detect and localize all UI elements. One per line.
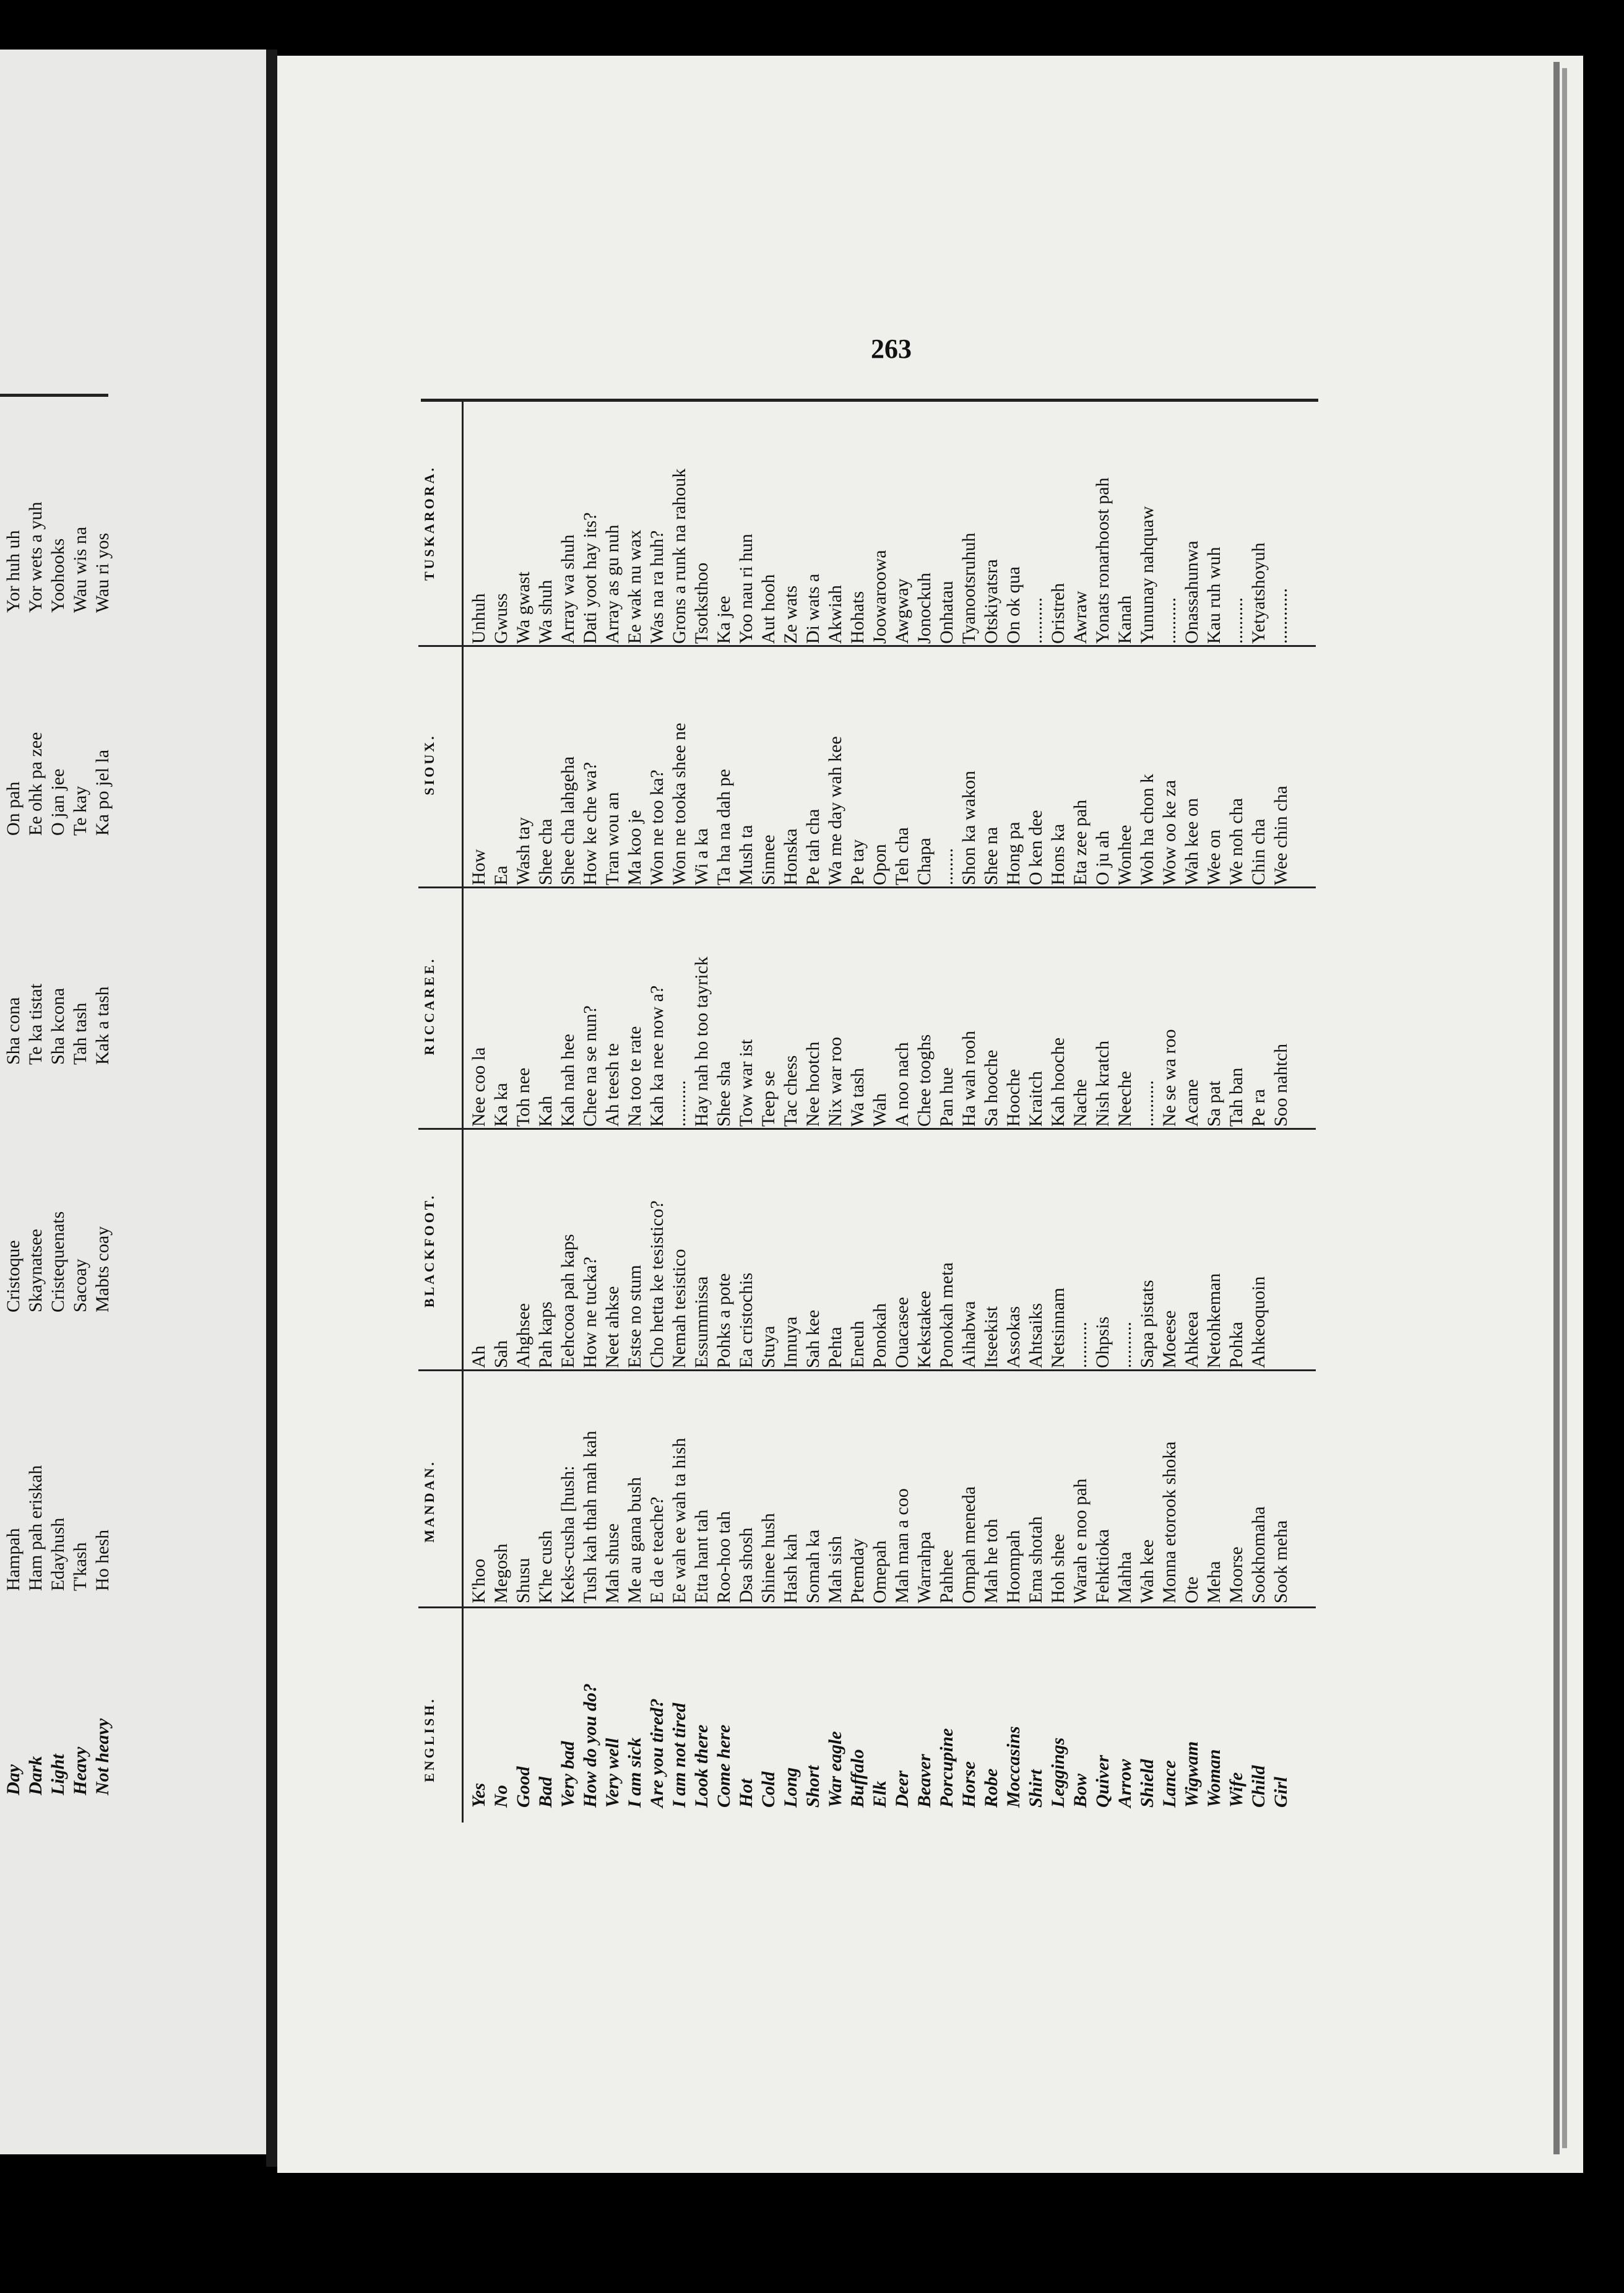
table-cell: Very well bbox=[602, 1738, 623, 1808]
table-cell: War eagle bbox=[825, 1731, 845, 1808]
table-cell: Aut hooh bbox=[758, 574, 779, 644]
table-cell: Wah kee bbox=[1137, 1539, 1157, 1603]
table-cell: Neet ahkse bbox=[602, 1286, 623, 1368]
table-cell: Hong pa bbox=[1003, 821, 1024, 885]
table-cell: .......... bbox=[1226, 597, 1246, 644]
left-top-rule bbox=[0, 394, 108, 397]
table-cell: Onassahunwa bbox=[1181, 540, 1202, 644]
table-cell: Eehcooa pah kaps bbox=[558, 1234, 578, 1368]
table-cell: Ohpsis bbox=[1092, 1316, 1113, 1368]
table-cell: Buffalo bbox=[847, 1749, 868, 1808]
table-cell: Innuya bbox=[780, 1316, 801, 1368]
table-cell: Edayhush bbox=[48, 1517, 68, 1591]
header-blackfoot: BLACKFOOT. bbox=[421, 1193, 437, 1308]
col-header-mandan bbox=[418, 1399, 441, 1603]
table-cell: Shield bbox=[1137, 1759, 1157, 1808]
table-cell: I am not tired bbox=[669, 1702, 689, 1808]
table-cell: Leggings bbox=[1048, 1737, 1068, 1808]
table-cell: Very bad bbox=[558, 1741, 578, 1808]
table-cell: A noo nach bbox=[892, 1042, 912, 1127]
table-cell: Itseekist bbox=[981, 1306, 1001, 1368]
mandan-column bbox=[468, 1374, 1292, 1603]
tuskarora-column bbox=[468, 402, 1292, 644]
table-cell: .......... bbox=[1115, 1322, 1135, 1368]
col-header-tuskarora bbox=[418, 402, 441, 644]
table-cell: Pah kaps bbox=[535, 1301, 556, 1368]
table-cell: Nish kratch bbox=[1092, 1040, 1113, 1127]
table-cell: Ham pah eriskah bbox=[25, 1465, 46, 1591]
header-sioux: SIOUX. bbox=[421, 734, 437, 795]
page-number: 263 bbox=[871, 334, 912, 364]
table-cell: Ea cristochis bbox=[736, 1272, 756, 1368]
table-cell: We noh cha bbox=[1226, 798, 1246, 885]
table-cell: Hooche bbox=[1003, 1068, 1024, 1127]
table-cell: Somah ka bbox=[803, 1529, 823, 1603]
table-cell: Etta hant tah bbox=[691, 1509, 712, 1603]
col-header-english bbox=[418, 1671, 441, 1808]
table-cell: Yetyatshoyuh bbox=[1248, 542, 1269, 644]
table-cell: Good bbox=[513, 1766, 533, 1808]
table-cell: Tah tash bbox=[70, 1002, 90, 1065]
table-cell: Day bbox=[3, 1764, 24, 1795]
table-cell: Warrahpa bbox=[914, 1532, 935, 1603]
table-cell: Sah bbox=[491, 1340, 511, 1368]
table-cell: Look there bbox=[691, 1724, 712, 1808]
table-cell: Sookhomaha bbox=[1248, 1506, 1269, 1603]
table-cell: Jonockuh bbox=[914, 573, 935, 644]
table-cell: Tyanootsruhuh bbox=[959, 532, 979, 644]
table-cell: Toh nee bbox=[513, 1067, 533, 1127]
table-cell: Short bbox=[803, 1765, 823, 1808]
table-cell: Kah ka nee now a? bbox=[647, 985, 667, 1127]
table-cell: Hohats bbox=[847, 591, 868, 644]
table-cell: Mah man a coo bbox=[892, 1488, 912, 1603]
table-cell: Ha wah rooh bbox=[959, 1031, 979, 1127]
table-cell: .......... bbox=[1026, 597, 1046, 644]
header-english: ENGLISH. bbox=[421, 1697, 437, 1782]
table-cell: Unhuh bbox=[469, 593, 489, 644]
table-cell: Wah kee on bbox=[1181, 798, 1202, 885]
table-cell: Lance bbox=[1159, 1760, 1180, 1808]
table-cell: Te ka tistat bbox=[25, 983, 46, 1065]
book-gutter bbox=[266, 50, 277, 2167]
table-cell: Mah shuse bbox=[602, 1523, 623, 1603]
table-cell: K'he cush bbox=[535, 1530, 556, 1603]
table-cell: ............ bbox=[1271, 588, 1291, 644]
table-cell: Ee ohk pa zee bbox=[25, 732, 46, 836]
column-rule bbox=[418, 1606, 1316, 1608]
left-riccaree-column bbox=[2, 848, 114, 1065]
table-cell: Yor wets a yuh bbox=[25, 501, 46, 613]
table-cell: How ne tucka? bbox=[580, 1257, 600, 1368]
table-cell: Ka jee bbox=[714, 596, 734, 644]
col-header-sioux bbox=[418, 644, 441, 885]
table-cell: Kanah bbox=[1115, 595, 1135, 644]
table-cell: Cold bbox=[758, 1771, 779, 1808]
table-cell: Kekstakee bbox=[914, 1291, 935, 1368]
table-cell: Moorse bbox=[1226, 1546, 1246, 1603]
table-cell: Netohkeman bbox=[1204, 1273, 1224, 1368]
table-cell: Soo nahtch bbox=[1271, 1043, 1291, 1127]
table-cell: Was na ra huh? bbox=[647, 530, 667, 644]
table-cell: Shusu bbox=[513, 1558, 533, 1603]
table-cell: Wash tay bbox=[513, 817, 533, 885]
table-cell: Mah he toh bbox=[981, 1519, 1001, 1603]
table-cell: On pah bbox=[3, 781, 24, 836]
table-cell: Awgway bbox=[892, 578, 912, 644]
header-mandan: MANDAN. bbox=[421, 1460, 437, 1543]
table-cell: Monna etorook shoka bbox=[1159, 1441, 1180, 1603]
table-cell: E da e teache? bbox=[647, 1496, 667, 1603]
table-cell: Dark bbox=[25, 1756, 46, 1795]
table-cell: Moeese bbox=[1159, 1310, 1180, 1368]
table-cell: Nee coo la bbox=[469, 1047, 489, 1127]
table-cell: Not heavy bbox=[92, 1718, 113, 1795]
page-edge bbox=[1562, 68, 1567, 2148]
table-cell: Nache bbox=[1070, 1079, 1091, 1127]
table-cell: Tran wou an bbox=[602, 792, 623, 885]
header-tuskarora: TUSKARORA. bbox=[421, 465, 437, 581]
table-cell: Hampah bbox=[3, 1528, 24, 1591]
table-cell: Shee cha bbox=[535, 818, 556, 885]
table-cell: O jan jee bbox=[48, 768, 68, 836]
column-rule bbox=[418, 886, 1316, 888]
table-cell: Sapa pistats bbox=[1137, 1280, 1157, 1368]
table-cell: Won ne too ka? bbox=[647, 769, 667, 885]
table-cell: Tow war ist bbox=[736, 1039, 756, 1127]
table-cell: Sha cona bbox=[3, 997, 24, 1065]
table-cell: Yes bbox=[469, 1783, 489, 1808]
table-cell: Yununay nahquaw bbox=[1137, 506, 1157, 644]
table-cell: Ompah meneda bbox=[959, 1486, 979, 1603]
table-cell: Ah bbox=[469, 1345, 489, 1368]
table-cell: Hoompah bbox=[1003, 1530, 1024, 1603]
table-cell: Sah kee bbox=[803, 1309, 823, 1368]
table-cell: Netsinnam bbox=[1048, 1288, 1068, 1368]
table-cell: Roo-hoo tah bbox=[714, 1511, 734, 1603]
table-cell: Meha bbox=[1204, 1561, 1224, 1603]
table-cell: Opon bbox=[870, 844, 890, 885]
table-cell: Awraw bbox=[1070, 591, 1091, 644]
table-cell: Honska bbox=[780, 828, 801, 885]
table-cell: Gwuss bbox=[491, 593, 511, 644]
table-cell: Wow oo ke za bbox=[1159, 779, 1180, 885]
table-cell: Wigwam bbox=[1181, 1741, 1202, 1808]
table-cell: Won ne tooka shee ne bbox=[669, 722, 689, 885]
table-cell: K'hoo bbox=[469, 1558, 489, 1603]
table-cell: .......... bbox=[1137, 1080, 1157, 1127]
table-cell: Yonats ronarhoost pah bbox=[1092, 477, 1113, 644]
table-cell: T'kash bbox=[70, 1542, 90, 1591]
table-cell: Ee wak nu wax bbox=[624, 529, 645, 644]
column-rule bbox=[418, 645, 1316, 647]
col-header-blackfoot bbox=[418, 1133, 441, 1368]
table-cell: Are you tired? bbox=[647, 1698, 667, 1808]
table-cell: Array as gu nuh bbox=[602, 524, 623, 644]
table-cell: Kah bbox=[535, 1096, 556, 1127]
table-cell: Come here bbox=[714, 1724, 734, 1808]
table-cell: Beaver bbox=[914, 1754, 935, 1808]
table-cell: Shinee hush bbox=[758, 1513, 779, 1603]
table-cell: Girl bbox=[1271, 1776, 1291, 1808]
table-top-rule bbox=[421, 399, 1318, 402]
table-cell: Teep se bbox=[758, 1070, 779, 1127]
table-cell: Ee wah ee wah ta hish bbox=[669, 1437, 689, 1603]
table-cell: Sinnee bbox=[758, 834, 779, 885]
table-cell: Ponokah bbox=[870, 1303, 890, 1368]
table-cell: I am sick bbox=[624, 1737, 645, 1808]
table-cell: Quiver bbox=[1092, 1755, 1113, 1808]
table-cell: Nee hootch bbox=[803, 1041, 823, 1127]
table-cell: Na too te rate bbox=[624, 1026, 645, 1127]
table-cell: Aihabwa bbox=[959, 1301, 979, 1368]
table-cell: Wife bbox=[1226, 1772, 1246, 1808]
table-cell: Tah ban bbox=[1226, 1067, 1246, 1127]
table-cell: Fehktioka bbox=[1092, 1529, 1113, 1603]
table-cell: Ote bbox=[1181, 1576, 1202, 1603]
table-cell: Shee sha bbox=[714, 1061, 734, 1127]
table-cell: Pan hue bbox=[936, 1067, 957, 1127]
table-cell: Arrow bbox=[1115, 1759, 1135, 1808]
table-cell: Woh ha chon k bbox=[1137, 773, 1157, 885]
table-cell: Otskiyatsra bbox=[981, 559, 1001, 644]
table-cell: Akwiah bbox=[825, 585, 845, 644]
table-cell: Ouacasee bbox=[892, 1297, 912, 1368]
table-cell: Ma koo je bbox=[624, 810, 645, 885]
table-cell: Di wats a bbox=[803, 573, 823, 644]
table-cell: Wee chin cha bbox=[1271, 786, 1291, 885]
table-cell: Omepah bbox=[870, 1540, 890, 1603]
table-cell: Ta ha na dah pe bbox=[714, 769, 734, 885]
table-cell: Warah e noo pah bbox=[1070, 1478, 1091, 1603]
table-cell: Ne se wa roo bbox=[1159, 1029, 1180, 1127]
table-cell: Pohks a pote bbox=[714, 1273, 734, 1368]
column-rule bbox=[418, 1128, 1316, 1130]
table-cell: Megosh bbox=[491, 1543, 511, 1603]
table-cell: Neeche bbox=[1115, 1071, 1135, 1127]
table-cell: Shirt bbox=[1026, 1769, 1046, 1808]
table-cell: Estse no stum bbox=[624, 1265, 645, 1368]
table-cell: Light bbox=[48, 1754, 68, 1795]
table-cell: On ok qua bbox=[1003, 566, 1024, 644]
table-cell: Child bbox=[1248, 1765, 1269, 1808]
table-cell: Tsotksthoo bbox=[691, 562, 712, 644]
table-cell: Chin cha bbox=[1248, 818, 1269, 885]
table-cell: No bbox=[491, 1785, 511, 1808]
table-cell: Chee tooghs bbox=[914, 1034, 935, 1127]
table-cell: Hons ka bbox=[1048, 823, 1068, 885]
table-cell: Dati yoot hay its? bbox=[580, 512, 600, 644]
table-cell: Sa hooche bbox=[981, 1049, 1001, 1127]
table-cell: Kah nah hee bbox=[558, 1034, 578, 1127]
table-cell: Pe ra bbox=[1248, 1089, 1269, 1127]
table-cell: Skaynatsee bbox=[25, 1229, 46, 1312]
table-cell: Elk bbox=[870, 1780, 890, 1808]
table-cell: ........ bbox=[936, 848, 957, 885]
riccaree-column bbox=[468, 891, 1292, 1127]
table-cell: Wah bbox=[870, 1093, 890, 1127]
table-cell: Dsa shosh bbox=[736, 1527, 756, 1603]
table-cell: Wa me day wah kee bbox=[825, 736, 845, 885]
table-cell: Chapa bbox=[914, 838, 935, 885]
table-cell: Nemah tesistico bbox=[669, 1249, 689, 1368]
table-cell: Wee on bbox=[1204, 829, 1224, 885]
table-cell: Hash kah bbox=[780, 1533, 801, 1603]
left-blackfoot-column bbox=[2, 1077, 114, 1312]
table-cell: Te kay bbox=[70, 786, 90, 836]
table-cell: Long bbox=[780, 1767, 801, 1808]
table-cell: Yoohooks bbox=[48, 538, 68, 613]
col-header-riccaree bbox=[418, 885, 441, 1127]
table-cell: Kraitch bbox=[1026, 1071, 1046, 1127]
table-cell: Acane bbox=[1181, 1079, 1202, 1127]
table-cell: .......... bbox=[669, 1080, 689, 1127]
table-cell: Pahhee bbox=[936, 1550, 957, 1603]
table-cell: Ahghsee bbox=[513, 1303, 533, 1368]
table-cell: Onhatau bbox=[936, 581, 957, 644]
table-cell: Mabts coay bbox=[92, 1226, 113, 1312]
table-cell: Kah hooche bbox=[1048, 1037, 1068, 1127]
left-sioux-column bbox=[2, 631, 114, 836]
table-cell: Chee na se nun? bbox=[580, 1005, 600, 1127]
table-cell: .......... bbox=[1070, 1322, 1091, 1368]
table-cell: Sa pat bbox=[1204, 1080, 1224, 1127]
table-cell: Sha kcona bbox=[48, 987, 68, 1065]
table-cell: Eneuh bbox=[847, 1320, 868, 1368]
table-cell: Tac chess bbox=[780, 1055, 801, 1127]
table-cell: Yoo nau ri hun bbox=[736, 534, 756, 644]
table-cell: Essummissa bbox=[691, 1276, 712, 1368]
table-cell: How ke che wa? bbox=[580, 761, 600, 885]
table-cell: How bbox=[469, 849, 489, 885]
table-cell: Wi a ka bbox=[691, 828, 712, 885]
table-header-rule bbox=[462, 399, 464, 1823]
table-cell: Yor huh uh bbox=[3, 530, 24, 613]
table-cell: Bad bbox=[535, 1776, 556, 1808]
table-cell: Heavy bbox=[70, 1746, 90, 1795]
table-cell: Wa tash bbox=[847, 1067, 868, 1127]
table-cell: Deer bbox=[892, 1771, 912, 1808]
table-cell: Kak a tash bbox=[92, 986, 113, 1065]
blackfoot-column bbox=[468, 1133, 1270, 1368]
table-cell: Ponokah meta bbox=[936, 1262, 957, 1368]
table-cell: Ema shotah bbox=[1026, 1516, 1046, 1603]
table-cell: Ahkeoquoin bbox=[1248, 1276, 1269, 1368]
table-cell: Shee cha lahgeha bbox=[558, 756, 578, 885]
table-cell: Wau wis na bbox=[70, 526, 90, 613]
left-tuskarora-column bbox=[2, 402, 114, 613]
table-cell: Keks-cusha [hush: bbox=[558, 1465, 578, 1603]
table-cell: Sook meha bbox=[1271, 1520, 1291, 1603]
english-column bbox=[468, 1647, 1292, 1808]
table-cell: Shee na bbox=[981, 826, 1001, 885]
table-cell: Wau ri yos bbox=[92, 532, 113, 613]
table-cell: Array wa shuh bbox=[558, 534, 578, 644]
table-cell: Grons a runk na rahouk bbox=[669, 468, 689, 644]
table-cell: Nix war roo bbox=[825, 1037, 845, 1127]
table-cell: Woman bbox=[1204, 1749, 1224, 1808]
table-cell: Ze wats bbox=[780, 585, 801, 644]
table-cell: Hay nah ho too tayrick bbox=[691, 956, 712, 1127]
table-cell: Porcupine bbox=[936, 1728, 957, 1808]
table-cell: Cristoque bbox=[3, 1240, 24, 1312]
table-cell: Wonhee bbox=[1115, 825, 1135, 885]
table-cell: Ptemday bbox=[847, 1538, 868, 1603]
table-cell: Me au gana bush bbox=[624, 1476, 645, 1603]
table-cell: Mush ta bbox=[736, 825, 756, 885]
table-cell: Oristreh bbox=[1048, 583, 1068, 644]
table-cell: Eta zee pah bbox=[1070, 799, 1091, 885]
table-cell: Pehta bbox=[825, 1327, 845, 1368]
table-cell: Mah sish bbox=[825, 1535, 845, 1603]
table-cell: Stuya bbox=[758, 1325, 779, 1368]
table-cell: Moccasins bbox=[1003, 1726, 1024, 1808]
table-cell: Ah teesh te bbox=[602, 1043, 623, 1127]
header-riccaree: RICCAREE. bbox=[421, 956, 437, 1055]
table-cell: O ken dee bbox=[1026, 810, 1046, 885]
table-cell: Bow bbox=[1070, 1773, 1091, 1808]
table-cell: Mahha bbox=[1115, 1551, 1135, 1603]
page-edge bbox=[1553, 62, 1560, 2154]
table-cell: Ahkeea bbox=[1181, 1311, 1202, 1368]
table-cell: O ju ah bbox=[1092, 830, 1113, 885]
table-cell: Ka po jel la bbox=[92, 749, 113, 836]
left-mandan-column bbox=[2, 1387, 114, 1591]
table-cell: Ho hesh bbox=[92, 1529, 113, 1591]
table-cell: Pe tah cha bbox=[803, 808, 823, 885]
left-english-column bbox=[2, 1653, 114, 1795]
table-cell: Tush kah thah mah kah bbox=[580, 1431, 600, 1603]
table-cell: Hot bbox=[736, 1779, 756, 1808]
table-cell: Horse bbox=[959, 1761, 979, 1808]
table-cell: Cristequenats bbox=[48, 1211, 68, 1312]
table-cell: Pohka bbox=[1226, 1322, 1246, 1368]
table-cell: Wa gwast bbox=[513, 571, 533, 644]
table-cell: Ahtsaiks bbox=[1026, 1303, 1046, 1368]
column-rule bbox=[418, 1369, 1316, 1371]
table-cell: Teh cha bbox=[892, 827, 912, 885]
table-cell: Ea bbox=[491, 865, 511, 885]
table-cell: Hoh shee bbox=[1048, 1533, 1068, 1603]
table-cell: How do you do? bbox=[580, 1683, 600, 1808]
sioux-column bbox=[468, 650, 1292, 885]
table-cell: Pe tay bbox=[847, 839, 868, 885]
table-cell: Sacoay bbox=[70, 1259, 90, 1312]
table-cell: Robe bbox=[981, 1768, 1001, 1808]
table-cell: Ka ka bbox=[491, 1083, 511, 1127]
table-cell: Kau ruh wuh bbox=[1204, 547, 1224, 644]
table-cell: Joowaroowa bbox=[870, 550, 890, 644]
table-cell: Assokas bbox=[1003, 1306, 1024, 1368]
table-cell: Wa shuh bbox=[535, 579, 556, 644]
table-cell: Cho hetta ke tesistico? bbox=[647, 1200, 667, 1368]
table-cell: .......... bbox=[1159, 597, 1180, 644]
table-cell: Shon ka wakon bbox=[959, 771, 979, 885]
